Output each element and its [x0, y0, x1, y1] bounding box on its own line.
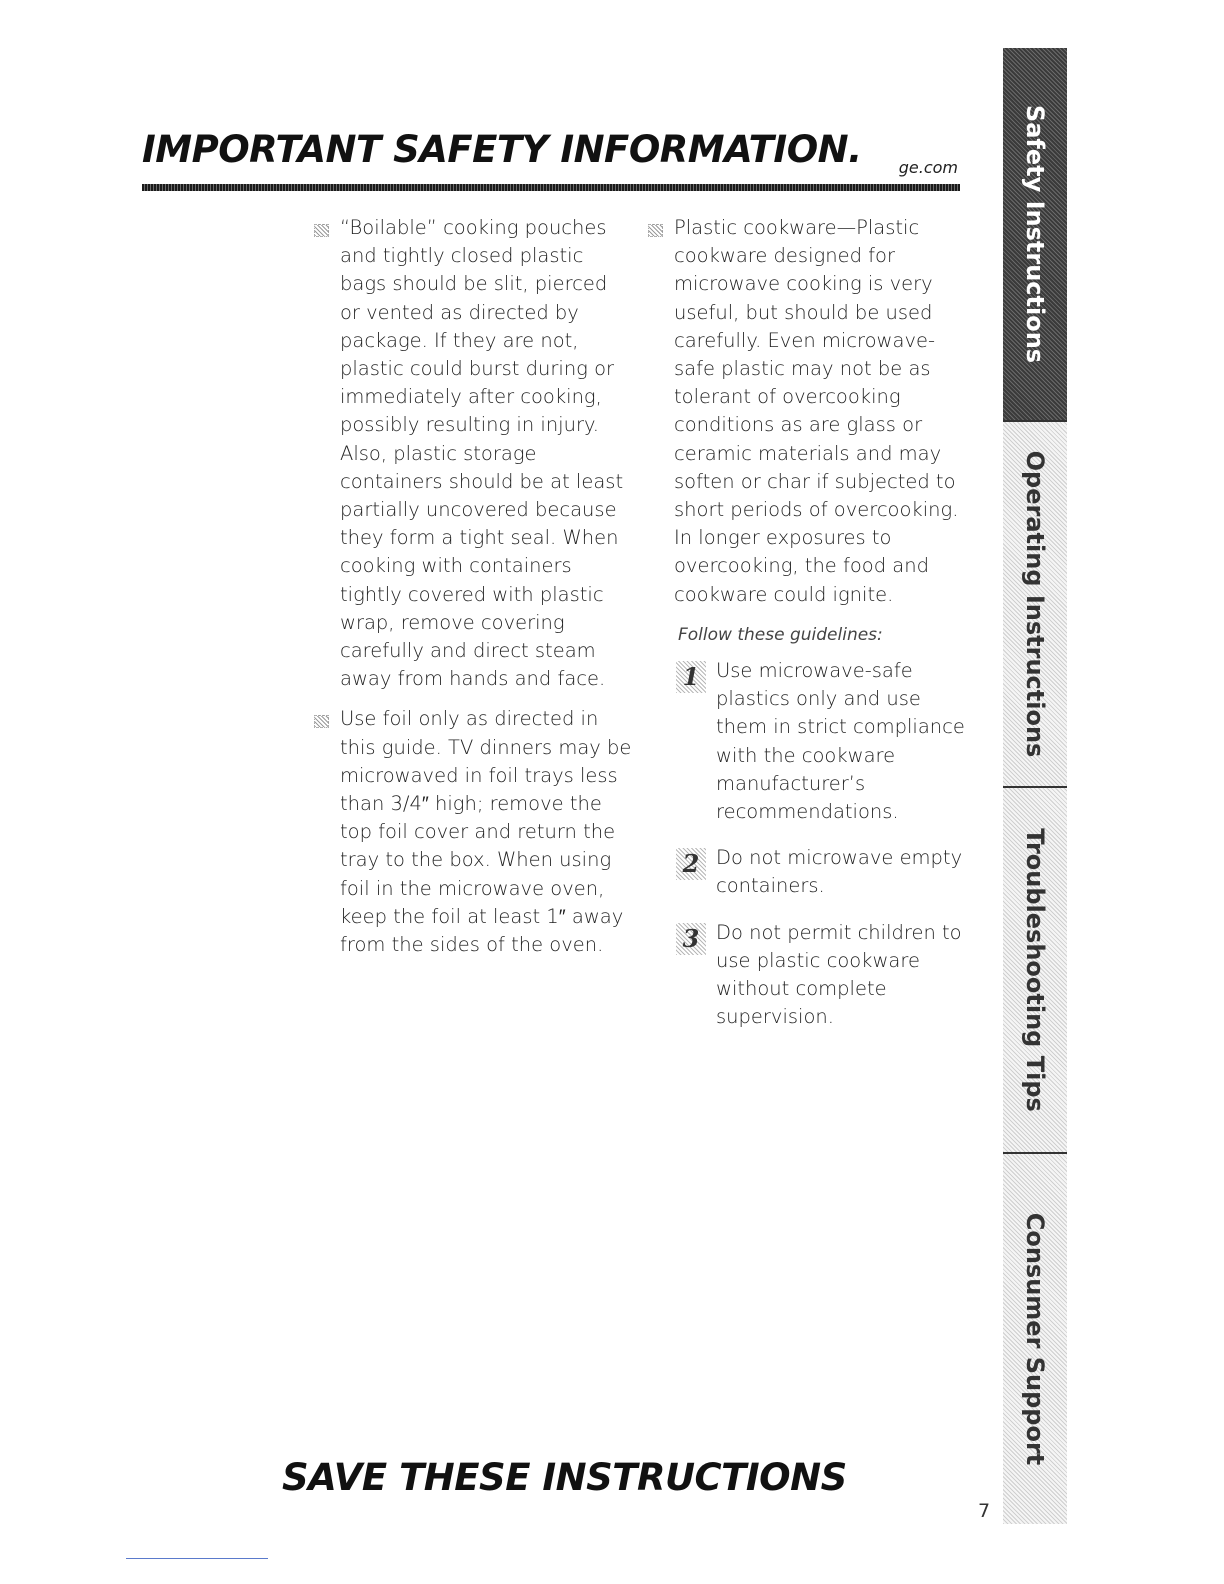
website-label: ge.com: [898, 158, 958, 177]
guideline-item: [646, 657, 966, 826]
bullet-icon: [314, 224, 329, 237]
tab-safety-instructions[interactable]: [1003, 48, 1067, 422]
list-item-text: “Boilable” cooking pouches and tightly closed plastic bags should be slit, pierced or vented as directed by package. If they are not, plastic could burst during or immediately after cooking, possibly resulting in injury. Also, plastic storage containers should be at least partially uncovered because they form a tight seal. When cooking with containers tightly covered with plastic wrap, remove covering carefully and direct steam away from hands and face.: [340, 216, 624, 691]
number-badge: 3: [676, 923, 706, 955]
right-column: [646, 214, 966, 1049]
tab-label: Operating Instructions: [1021, 450, 1049, 758]
tab-consumer-support[interactable]: [1003, 1154, 1067, 1524]
bullet-icon: [648, 224, 663, 237]
page-title: IMPORTANT SAFETY INFORMATION.: [142, 128, 862, 171]
guideline-text: Do not microwave empty containers.: [716, 846, 963, 898]
page-header: [142, 128, 960, 178]
tab-label: Safety Instructions: [1021, 104, 1049, 364]
list-item: [312, 214, 632, 693]
guideline-item: [646, 919, 966, 1032]
footer-rule: [126, 1558, 268, 1559]
tab-label: Consumer Support: [1021, 1212, 1049, 1466]
list-item: [312, 705, 632, 959]
tab-label: Troubleshooting Tips: [1021, 828, 1049, 1112]
number-badge: 1: [676, 661, 706, 693]
number-badge: 2: [676, 848, 706, 880]
list-item: [646, 214, 966, 609]
list-item-text: Use foil only as directed in this guide. TV dinners may be microwaved in foil trays less than 3/4″ high; remove the top foil cover and return the tray to the box. When using foil in the microwave oven, keep the foil at least 1″ away from the sides of the oven.: [340, 707, 632, 957]
guidelines-heading: Follow these guidelines:: [678, 624, 883, 645]
left-column: [312, 214, 632, 971]
guideline-text: Use microwave-safe plastics only and use them in strict compliance with the cookware manufacturer’s recommendations.: [716, 659, 965, 824]
header-divider: [142, 184, 960, 191]
tab-operating-instructions[interactable]: [1003, 422, 1067, 788]
page-number: 7: [978, 1500, 991, 1522]
guideline-item: [646, 844, 966, 900]
tab-troubleshooting-tips[interactable]: [1003, 788, 1067, 1154]
section-tabs: [1003, 48, 1067, 1524]
guideline-text: Do not permit children to use plastic cookware without complete supervision.: [716, 920, 962, 1029]
list-item-text: Plastic cookware—Plastic cookware designed for microwave cooking is very useful, but should be used carefully. Even microwave-safe plastic may not be as tolerant of overcooking conditions as are glass or ceramic materials and may soften or char if subjected to short periods of overcooking. In longer exposures to overcooking, the food and cookware could ignite.: [674, 216, 959, 606]
bullet-icon: [314, 715, 329, 728]
save-instructions-banner: SAVE THESE INSTRUCTIONS: [282, 1456, 847, 1499]
